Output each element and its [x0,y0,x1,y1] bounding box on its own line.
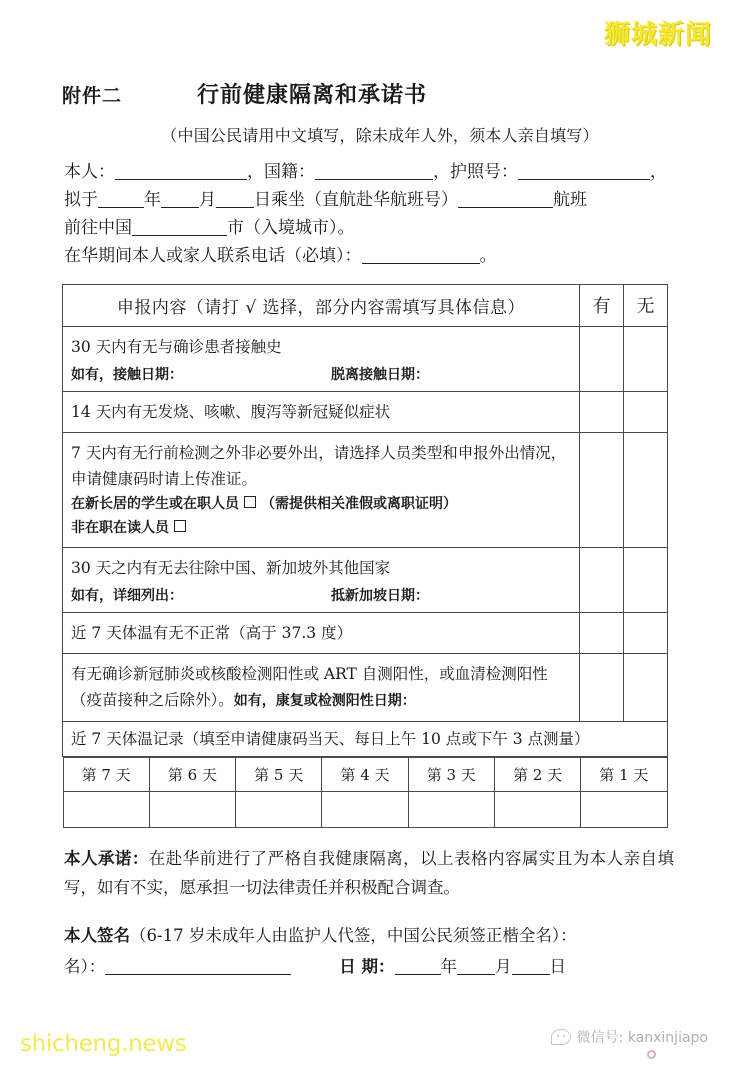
checkbox-yes-travel-history[interactable] [580,548,624,613]
table-row [63,327,668,392]
document-subtitle: （中国公民请用中文填写，除未成年人外，须本人亲自填写） [161,126,599,145]
checkbox-no-travel-history[interactable] [624,548,668,613]
checkbox-yes-covid-positive[interactable] [580,654,624,722]
document-header [0,78,730,109]
input-year[interactable] [98,207,144,208]
temp-value-input[interactable] [581,792,667,828]
signature-block [0,920,730,982]
checkbox-no-outings[interactable] [624,433,668,548]
label-destination: 前往中国 [64,218,132,238]
temp-day-header: 第 4 天 [322,758,408,792]
temp-value-input[interactable] [494,792,580,828]
label-phone: 在华期间本人或家人联系电话（必填）： [64,246,362,266]
wechat-id-text: 微信号: kanxinjiapo [576,1030,708,1046]
row-text [71,661,571,714]
table-row [63,433,668,548]
input-month[interactable] [161,207,199,208]
temp-day-header: 第 5 天 [236,758,322,792]
checkbox-yes-symptoms[interactable] [580,392,624,433]
promise-body: 在赴华前进行了严格自我健康隔离，以上表格内容属实且为本人亲自填写，如有不实，愿承担一切法律责任并积极配合调查。 [64,849,675,897]
stamp-dot-icon [647,1050,656,1059]
watermark-wechat [551,1027,708,1047]
row-text: 7 天内有无行前检测之外非必要外出，请选择人员类型和申报外出情况，申请健康码时请上传准证。 [71,444,567,488]
row-text: 30 天内有无与确诊患者接触史 [71,338,282,356]
input-name[interactable] [115,179,247,180]
temp-day-header: 第 3 天 [408,758,494,792]
field-line-phone [64,242,690,270]
temperature-title-row [63,722,668,757]
label-passport: ，护照号： [433,162,518,182]
option1-label: 在新长居的学生或在职人员 [71,496,239,512]
temperature-header-row [63,758,667,792]
checkbox-no-covid-positive[interactable] [624,654,668,722]
row-temperature-abnormal [63,613,580,654]
input-passport[interactable] [518,179,650,180]
temp-value-input[interactable] [236,792,322,828]
signature-lead: 本人签名 [64,926,130,945]
temp-value-input[interactable] [149,792,235,828]
temp-day-header: 第 7 天 [63,758,149,792]
header-no: 无 [624,285,668,327]
label-name: 本人： [64,162,115,182]
field-line-flight [64,186,690,214]
checkbox-option1[interactable] [244,496,256,508]
table-header-row [63,285,668,327]
input-flight-number[interactable] [458,207,553,208]
temperature-grid-row [63,757,668,829]
field-line-identity [64,158,690,186]
comma-1: ， [650,162,667,182]
temp-value-input[interactable] [63,792,149,828]
temp-value-input[interactable] [408,792,494,828]
input-day[interactable] [216,207,254,208]
field-line-city [64,214,690,242]
date-month-unit: 月 [495,957,512,976]
watermark-site-name: shicheng.news [20,1031,187,1057]
input-phone[interactable] [362,263,480,264]
row-text-main: 有无确诊新冠肺炎或核酸检测阳性或 ART 自测阳性，或血清检测阳性（疫苗接种之后除外）。 [71,665,548,709]
label-contact-date: 如有，接触日期： [71,367,183,383]
temperature-grid-cell [63,757,668,829]
declaration-table [62,284,668,828]
label-month: 月 [199,190,216,210]
row-text: 14 天内有无发烧、咳嗽、腹泻等新冠疑似症状 [71,403,391,421]
header-yes: 有 [580,285,624,327]
input-nationality[interactable] [315,179,433,180]
checkbox-yes-contact-history[interactable] [580,327,624,392]
option2-label: 非在职在读人员 [71,520,169,536]
promise-lead: 本人承诺： [64,849,149,868]
row-contact-history [63,327,580,392]
option1-note: （需提供相关准假或离职证明） [261,496,457,512]
row-outings [63,433,580,548]
input-sign-day[interactable] [512,974,550,975]
label-flight-no: 日乘坐（直航赴华航班号） [254,190,458,210]
label-phone-suffix: 。 [479,246,497,266]
date-day-unit: 日 [549,957,566,976]
table-row [63,548,668,613]
input-sign-year[interactable] [395,974,441,975]
checkbox-option2[interactable] [174,520,186,532]
label-arrival-singapore-date: 抵新加坡日期： [331,588,429,604]
temp-day-header: 第 1 天 [581,758,667,792]
temperature-table [63,757,668,828]
label-leave-contact-date: 脱离接触日期： [331,367,429,383]
date-year-unit: 年 [440,957,457,976]
temperature-value-row [63,792,667,828]
label-year: 年 [144,190,161,210]
attachment-label: 附件二 [62,85,123,107]
input-signature[interactable] [105,974,291,975]
row-travel-history [63,548,580,613]
date-label: 日 期： [339,957,395,976]
row-covid-positive [63,654,580,722]
promise-statement [0,844,730,902]
label-nationality: ，国籍： [247,162,315,182]
input-city[interactable] [132,235,227,236]
watermark-top-right: 狮城新闻 [603,20,712,50]
checkbox-no-symptoms[interactable] [624,392,668,433]
checkbox-no-temperature-abnormal[interactable] [624,613,668,654]
row-text: 30 天之内有无去往除中国、新加坡外其他国家 [71,559,391,577]
signature-name-label: 名）： [64,957,106,976]
input-sign-month[interactable] [457,974,495,975]
table-row [63,392,668,433]
signature-note: （6-17 岁未成年人由监护人代签，中国公民须签正楷全名）： [130,926,577,945]
signature-input-line [64,951,674,982]
checkbox-yes-temperature-abnormal[interactable] [580,613,624,654]
table-row [63,654,668,722]
label-recovery-date: 如有，康复或检测阳性日期： [233,693,416,709]
label-flight-suffix: 航班 [553,190,587,210]
row-subfields [71,364,571,384]
label-plan: 拟于 [64,190,98,210]
option-non-employed-student[interactable] [71,516,571,540]
checkbox-no-contact-history[interactable] [624,327,668,392]
checkbox-yes-outings[interactable] [580,433,624,548]
row-subfields [71,585,571,605]
temp-value-input[interactable] [322,792,408,828]
temperature-record-title: 近 7 天体温记录（填至申请健康码当天、每日上午 10 点或下午 3 点测量） [63,722,668,757]
row-symptoms [63,392,580,433]
temp-day-header: 第 6 天 [149,758,235,792]
table-row [63,613,668,654]
header-declaration-content: 申报内容（请打 √ 选择，部分内容需填写具体信息） [63,285,580,327]
applicant-fields [0,158,730,270]
row-text: 近 7 天体温有无不正常（高于 37.3 度） [71,624,353,642]
temp-day-header: 第 2 天 [494,758,580,792]
wechat-bubble-icon [551,1029,571,1045]
option-long-term-resident[interactable] [71,492,571,516]
label-list-countries: 如有，详细列出： [71,588,183,604]
page-title: 行前健康隔离和承诺书 [197,83,428,108]
label-city-suffix: 市（入境城市）。 [227,218,355,238]
signature-note-line [64,920,674,951]
